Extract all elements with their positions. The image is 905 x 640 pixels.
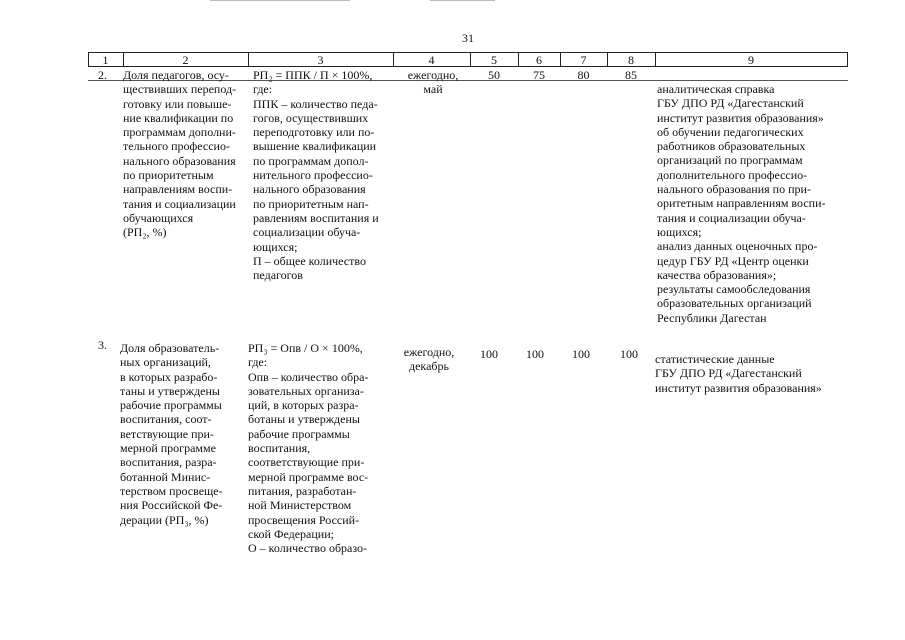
column-number-3: 3	[317, 53, 324, 67]
row-3-value-8: 100	[620, 347, 638, 361]
row-3-value-7: 100	[572, 347, 590, 361]
row-2-formula: РП₂ = ППК / П × 100%, где: ППК – количество педа- гогов, осуществивших переподготовку или по- вышение квалификации по программам допол- нительного профессио- нального образования по приоритетным нап- равлениям воспитания и социализации обуча- ющихся; П – общее количество педагогов	[253, 68, 379, 283]
row-2-source: аналитическая справка ГБУ ДПО РД «Дагестанский институт развития образования» об обучении педагогических работников образовательных организаций по программам дополнительного профессио- нального образования по при- оритетным направлениям воспи- тания и социализации обуча- ющихся; анализ данных оценочных про- цедур ГБУ РД «Центр оценки качества образования»; результаты самообследования образовательных организаций Республики Дагестан	[657, 82, 826, 325]
column-number-4: 4	[428, 53, 435, 67]
column-number-6: 6	[536, 53, 542, 67]
row-3-number: 3.	[98, 338, 107, 352]
row-2-value-8: 85	[625, 68, 637, 82]
row-2-value-7: 80	[577, 68, 590, 82]
row-2-value-5: 50	[488, 68, 500, 82]
column-number-9: 9	[748, 53, 754, 67]
row-3-formula: РП₃ = Oпв / O × 100%, где: Oпв – количество обра- зовательных организа- ций, в которых разра- ботаны и утверждены рабочие программы воспитания, соответствующие при- мерной программе вос- питания, разработан- ной Министерством просвещения Россий- ской Федерации; O – количество образо-	[248, 341, 369, 556]
row-3-period: ежегодно, декабрь	[403, 345, 455, 374]
page-number: 31	[462, 31, 474, 45]
row-2-period: ежегодно, май	[407, 68, 459, 97]
row-2-indicator-name: Доля педагогов, осу- ществивших перепод- готовку или повыше- ние квалификации по программам дополни- тельного профессио- нального образования по приоритетным направлениям воспи- тания и социализации обучающихся (РП₂, %)	[123, 68, 237, 240]
row-2-value-6: 75	[533, 68, 545, 82]
row-3-value-5: 100	[480, 347, 498, 361]
row-3-indicator-name: Доля образователь- ных организаций, в которых разрабо- таны и утверждены рабочие программы воспитания, соот- ветствующие при- мерной программе воспитания, разра- ботанной Минис- терством просвеще- ния Российской Фе- дерации (РП₃, %)	[120, 341, 223, 527]
col-sep	[847, 52, 848, 67]
column-number-7: 7	[580, 53, 587, 67]
top-rule-left	[210, 0, 350, 1]
column-number-5: 5	[491, 53, 497, 67]
row-3-value-6: 100	[526, 347, 544, 361]
row-3-source: статистические данные ГБУ ДПО РД «Дагестанский институт развития образования»	[655, 352, 822, 395]
top-rule-right	[430, 0, 495, 1]
row-2-number: 2.	[98, 68, 107, 82]
column-number-2: 2	[182, 53, 189, 67]
column-number-8: 8	[628, 53, 634, 67]
column-number-1: 1	[102, 53, 109, 67]
